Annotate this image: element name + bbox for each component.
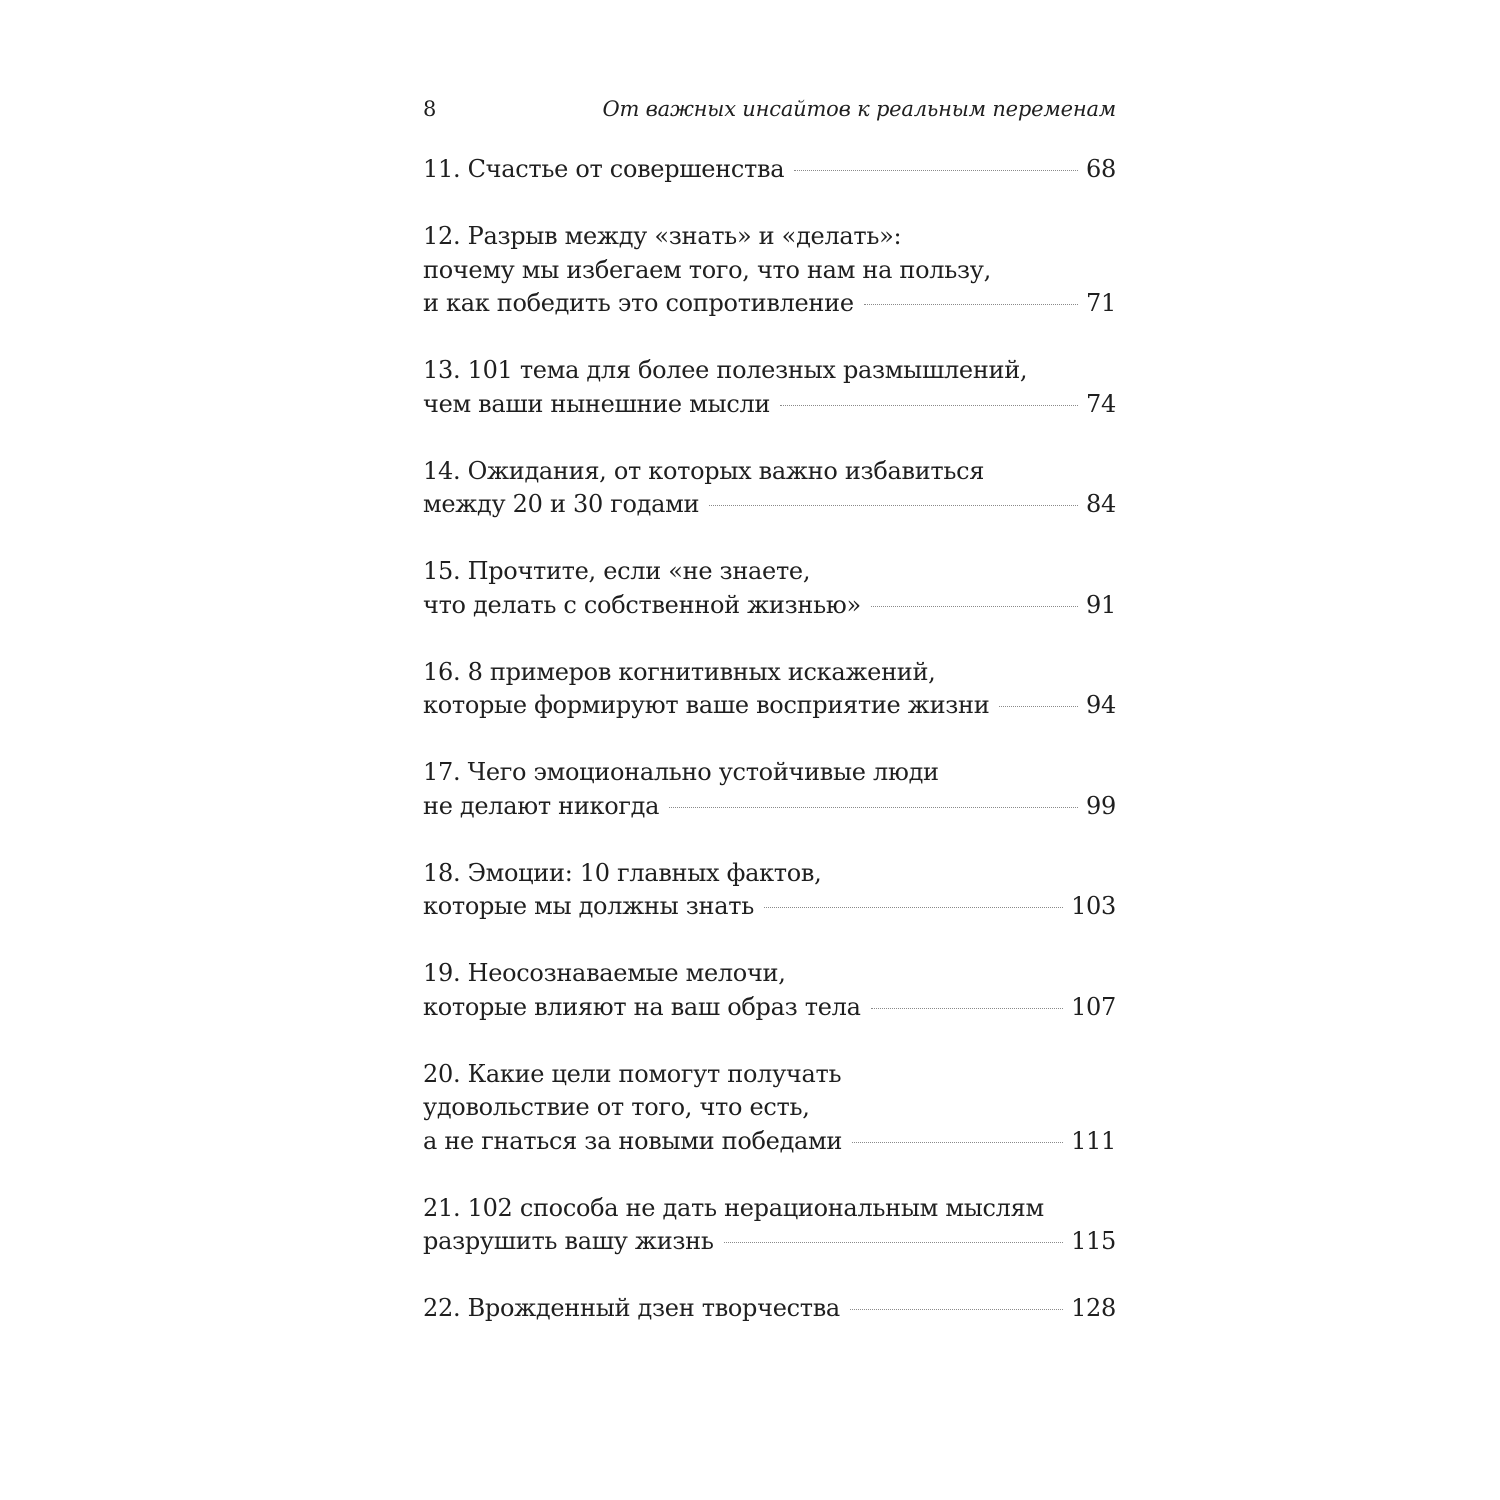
toc-entry-title-line: а не гнаться за новыми победами (423, 1126, 843, 1155)
table-of-contents (423, 153, 1116, 1326)
dot-leader (852, 1142, 1063, 1143)
toc-entry-title-line: 22. Врожденный дзен творчества (423, 1294, 840, 1322)
dot-leader (794, 170, 1078, 171)
dot-leader (669, 807, 1078, 808)
toc-entry-title-line: разрушить вашу жизнь (423, 1227, 714, 1255)
toc-entry-title-line: и как победить это сопротивление (423, 289, 854, 317)
toc-entry (423, 857, 1116, 924)
toc-entry (423, 220, 1116, 321)
toc-entry (423, 656, 1116, 723)
toc-page-number: 99 (1086, 791, 1116, 820)
toc-entry (423, 1192, 1116, 1259)
toc-entry-last-line (423, 488, 1116, 522)
toc-page-number: 128 (1071, 1294, 1116, 1322)
toc-entry-title-line: 18. Эмоции: 10 главных фактов, (423, 858, 822, 887)
toc-entry-last-line (423, 991, 1116, 1025)
toc-entry-last-line (423, 790, 1116, 824)
toc-entry (423, 354, 1116, 421)
toc-page-number: 107 (1071, 992, 1116, 1021)
running-head (423, 92, 1116, 126)
dot-leader (764, 907, 1063, 908)
toc-entry-title-line: не делают никогда (423, 791, 660, 820)
toc-entry-title-line: 12. Разрыв между «знать» и «делать»: (423, 222, 902, 250)
toc-page-number: 91 (1086, 590, 1116, 619)
toc-entry-last-line (423, 589, 1116, 623)
toc-entry (423, 455, 1116, 522)
dot-leader (999, 706, 1078, 707)
toc-entry-title-line: 21. 102 способа не дать нерациональным мыслям (423, 1193, 1044, 1222)
toc-entry-title-line: 16. 8 примеров когнитивных искажений, (423, 657, 936, 686)
toc-entry-title-line: 20. Какие цели помогут получать (423, 1059, 842, 1088)
toc-entry-title-line: 11. Счастье от совершенства (423, 155, 785, 183)
toc-entry-title-line: почему мы избегаем того, что нам на пользу, (423, 255, 991, 284)
dot-leader (724, 1242, 1063, 1243)
toc-entry (423, 153, 1116, 187)
toc-entry-last-line (423, 153, 1116, 187)
toc-entry-last-line (423, 1292, 1116, 1326)
toc-entry-title-line: 13. 101 тема для более полезных размышлений, (423, 356, 1028, 384)
toc-entry-last-line (423, 388, 1116, 422)
toc-entry-title-line: которые мы должны знать (423, 892, 754, 920)
book-page (423, 92, 1116, 1359)
toc-page-number: 115 (1071, 1227, 1116, 1255)
dot-leader (871, 1008, 1063, 1009)
toc-entry (423, 555, 1116, 622)
toc-entry-title-line: 17. Чего эмоционально устойчивые люди (423, 758, 939, 786)
toc-page-number: 68 (1086, 155, 1116, 183)
toc-entry-title-line: удовольствие от того, что есть, (423, 1093, 810, 1121)
toc-page-number: 111 (1071, 1126, 1116, 1155)
toc-entry-title-line: между 20 и 30 годами (423, 490, 700, 518)
toc-page-number: 84 (1086, 490, 1116, 518)
toc-entry-last-line (423, 689, 1116, 723)
dot-leader (864, 304, 1078, 305)
page-number: 8 (423, 97, 437, 121)
toc-entry-title-line: 15. Прочтите, если «не знаете, (423, 557, 811, 585)
toc-page-number: 74 (1086, 389, 1116, 418)
toc-entry (423, 756, 1116, 823)
dot-leader (850, 1309, 1063, 1310)
toc-entry-last-line (423, 1125, 1116, 1159)
toc-entry-last-line (423, 287, 1116, 321)
dot-leader (709, 505, 1078, 506)
toc-entry-title-line: 19. Неосознаваемые мелочи, (423, 959, 786, 987)
running-title: От важных инсайтов к реальным переменам (602, 97, 1116, 121)
toc-entry-title-line: 14. Ожидания, от которых важно избавиться (423, 456, 985, 485)
toc-entry-title-line: которые формируют ваше восприятие жизни (423, 691, 990, 719)
toc-entry-last-line (423, 1225, 1116, 1259)
toc-entry (423, 957, 1116, 1024)
toc-entry (423, 1058, 1116, 1159)
toc-entry-last-line (423, 890, 1116, 924)
toc-entry-title-line: чем ваши нынешние мысли (423, 389, 771, 418)
toc-entry (423, 1292, 1116, 1326)
toc-page-number: 94 (1086, 691, 1116, 719)
toc-page-number: 71 (1086, 289, 1116, 317)
dot-leader (871, 606, 1078, 607)
toc-page-number: 103 (1071, 892, 1116, 920)
toc-entry-title-line: что делать с собственной жизнью» (423, 590, 861, 619)
toc-entry-title-line: которые влияют на ваш образ тела (423, 992, 861, 1021)
dot-leader (780, 405, 1078, 406)
